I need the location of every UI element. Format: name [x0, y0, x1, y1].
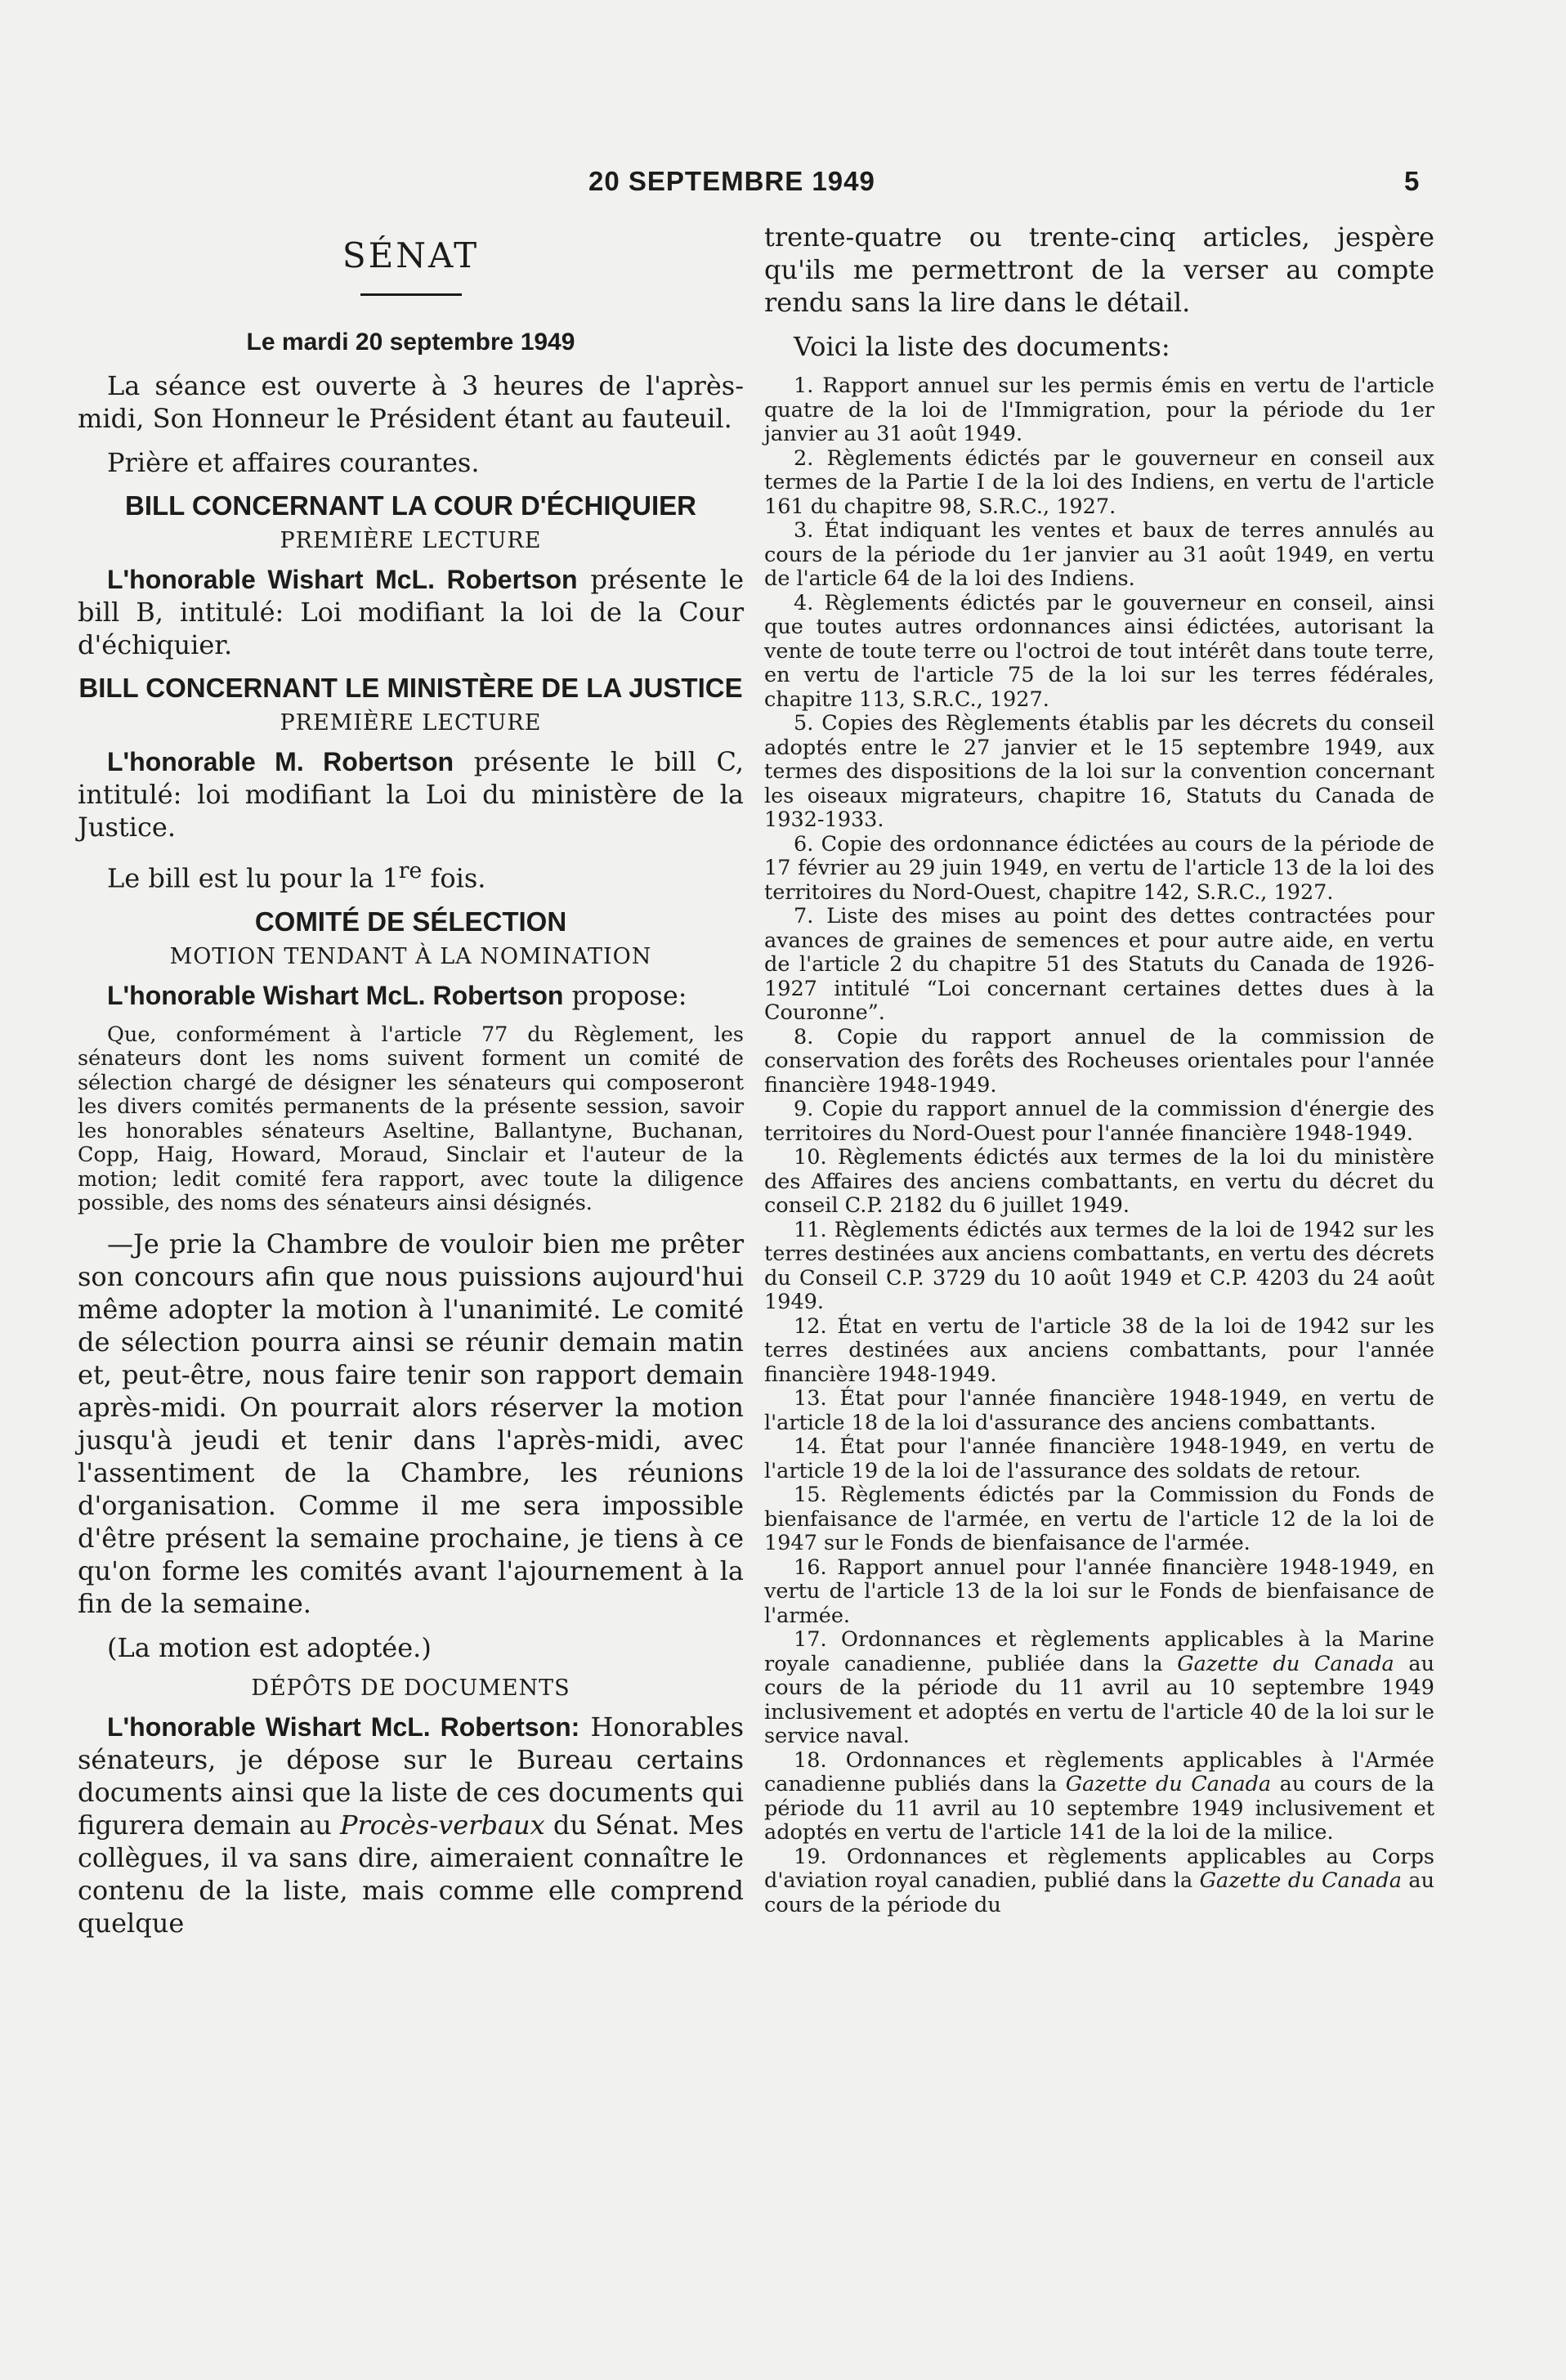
speaker-name: L'honorable M. Robertson	[107, 747, 454, 776]
bill-read-text: Le bill est lu pour la 1	[107, 862, 399, 894]
document-item: 3. État indiquant les ventes et baux de terres annulés au cours de la période du 1er janvier au 31 août 1949, en vertu de l'article 64 de la loi des Indiens.	[764, 518, 1434, 591]
deposits-subheading: DÉPÔTS DE DOCUMENTS	[251, 1675, 570, 1701]
page-number: 5	[1404, 166, 1420, 196]
deposits-paragraph	[78, 1711, 744, 1939]
document-item	[764, 1749, 1434, 1845]
committee-speech: —Je prie la Chambre de vouloir bien me prêter son concours afin que nous puissions aujourd'hui même adopter la motion à l'unanimité. Le comité de sélection pourra ainsi se réunir demain matin et, peut-être, nous faire tenir son rapport demain après-midi. On pourrait alors réserver la motion jusqu'à jeudi et tenir dans l'après-midi, avec l'assentiment de la Chambre, les réunions d'organisation. Comme il me sera impossible d'être présent la semaine prochaine, je tiens à ce qu'on forme les comités avant l'ajournement à la fin de la semaine.	[78, 1228, 744, 1619]
item-text: au cours de la période du 11 avril au 10 septembre 1949 inclusivement et adoptés en vertu de l'article 141 de la loi de la milice.	[764, 1772, 1434, 1845]
committee-subheading: MOTION TENDANT À LA NOMINATION	[169, 943, 652, 969]
document-item: 13. État pour l'année financière 1948-1949, en vertu de l'article 18 de la loi d'assurance des anciens combattants.	[764, 1386, 1434, 1435]
bill-read-superscript: re	[398, 858, 423, 884]
session-date: Le mardi 20 septembre 1949	[246, 329, 575, 356]
document-item	[764, 1845, 1434, 1918]
bill-b-subheading: PREMIÈRE LECTURE	[280, 528, 542, 553]
document-item: 4. Règlements édictés par le gouverneur en conseil, ainsi que toutes autres ordonnances ainsi édictées, autorisant la vente de toute terre ou l'octroi de tout intérêt dans toute terre, en vertu de l'article 75 de la loi sur les terres fédérales, chapitre 113, S.R.C., 1927.	[764, 590, 1434, 712]
item-italic: Gazette du Canada	[1065, 1772, 1272, 1796]
bill-b-paragraph	[78, 563, 744, 661]
bill-b-heading: BILL CONCERNANT LA COUR D'ÉCHIQUIER	[124, 490, 696, 521]
documents-list	[764, 374, 1434, 1917]
speaker-name: L'honorable Wishart McL. Robertson:	[107, 1711, 580, 1742]
prayers-paragraph: Prière et affaires courantes.	[107, 447, 480, 478]
item-text: 19. Ordonnances et règlements applicables au Corps d'aviation royal canadien, publié dans la	[764, 1844, 1434, 1893]
motion-adopted: (La motion est adoptée.)	[107, 1631, 432, 1663]
title-rule	[360, 293, 462, 296]
document-item: 9. Copie du rapport annuel de la commission d'énergie des territoires du Nord-Ouest pour l'année financière 1948-1949.	[764, 1097, 1434, 1146]
continuation-paragraph: trente-quatre ou trente-cinq articles, jespère qu'ils me permettront de la verser au compte rendu sans la lire dans le détail.	[764, 221, 1434, 318]
bill-c-subheading: PREMIÈRE LECTURE	[280, 710, 542, 736]
document-item: 2. Règlements édictés par le gouverneur en conseil aux termes de la Partie I de la loi des Indiens, en vertu de l'article 161 du chapitre 98, S.R.C., 1927.	[764, 445, 1434, 519]
committee-intro	[78, 979, 744, 1012]
page-date: 20 SEPTEMBRE 1949	[588, 166, 875, 196]
bill-c-paragraph	[78, 745, 744, 843]
document-item: 12. État en vertu de l'article 38 de la loi de 1942 sur les terres destinées aux anciens combattants, pour l'année financière 1948-1949.	[764, 1313, 1434, 1387]
document-item: 1. Rapport annuel sur les permis émis en vertu de l'article quatre de la loi de l'Immigration, pour la période du 1er janvier au 31 août 1949.	[764, 374, 1434, 446]
item-text: au cours de la période du 11 avril au 10 septembre 1949 inclusivement et adoptés en vertu de l'article 40 de la loi sur le service naval.	[764, 1651, 1434, 1748]
committee-heading: COMITÉ DE SÉLECTION	[254, 906, 567, 937]
speaker-name: L'honorable Wishart McL. Robertson	[107, 565, 578, 594]
deposits-text-a: Honorables sénateurs, je dépose sur le Bureau certains documents ainsi que la liste de ces documents qui figurera demain au	[78, 1711, 745, 1841]
document-item: 10. Règlements édictés aux termes de la loi du ministère des Affaires des anciens combattants, en vertu du décret du conseil C.P. 2182 du 6 juillet 1949.	[764, 1145, 1434, 1218]
document-item: 16. Rapport annuel pour l'année financière 1948-1949, en vertu de l'article 13 de la loi sur le Fonds de bienfaisance de l'armée.	[764, 1555, 1434, 1628]
page-header	[0, 166, 1566, 207]
bill-b-text: présente le bill B, intitulé: Loi modifiant la loi de la Cour d'échiquier.	[78, 564, 745, 660]
item-text: 17. Ordonnances et règlements applicables à la Marine royale canadienne, publiée dans la	[764, 1627, 1434, 1676]
document-item: 8. Copie du rapport annuel de la commission de conservation des forêts des Rocheuses orientales pour l'année financière 1948-1949.	[764, 1024, 1434, 1098]
item-italic: Gazette du Canada	[1177, 1651, 1394, 1676]
document-item: 11. Règlements édictés aux termes de la loi de 1942 sur les terres destinées aux anciens combattants, en vertu des décrets du Conseil C.P. 3729 du 10 août 1949 et C.P. 4203 du 24 août 1949.	[764, 1217, 1434, 1314]
item-text: 18. Ordonnances et règlements applicables à l'Armée canadienne publiés dans la	[764, 1747, 1434, 1796]
left-column	[78, 221, 744, 1951]
document-item: 5. Copies des Règlements établis par les décrets du conseil adoptés entre le 27 janvier et le 15 septembre 1949, aux termes des dispositions de la loi sur la convention concernant les oiseaux migrateurs, chapitre 16, Statuts du Canada de 1932-1933.	[764, 711, 1434, 832]
bill-c-heading: BILL CONCERNANT LE MINISTÈRE DE LA JUSTICE	[78, 673, 743, 703]
opening-paragraph: La séance est ouverte à 3 heures de l'après-midi, Son Honneur le Président étant au fauteuil.	[78, 370, 744, 434]
document-item	[764, 1628, 1434, 1749]
bill-c-text: présente le bill C, intitulé: loi modifiant la Loi du ministère de la Justice.	[78, 746, 745, 843]
motion-text: Que, conformément à l'article 77 du Règlement, les sénateurs dont les noms suivent forment un comité de sélection chargé de désigner les sénateurs qui composeront les divers comités permanents de la présente session, savoir les honorables sénateurs Aseltine, Ballantyne, Buchanan, Copp, Haig, Howard, Moraud, Sinclair et l'auteur de la motion; ledit comité fera rapport, avec toute la diligence possible, des noms des sénateurs ainsi désignés.	[78, 1022, 744, 1216]
deposits-text-b: du Sénat. Mes collègues, il va sans dire, aimeraient connaître le contenu de la liste, mais comme elle comprend quelque	[78, 1809, 745, 1939]
document-item: 7. Liste des mises au point des dettes contractées pour avances de graines de semences et pour autre aide, en vertu de l'article 2 du chapitre 51 des Statuts du Canada de 1926-1927 intitulé “Loi concernant certaines dettes dues à la Couronne”.	[764, 904, 1434, 1025]
document-item: 15. Règlements édictés par la Commission du Fonds de bienfaisance de l'armée, en vertu de l'article 12 de la loi de 1947 sur le Fonds de bienfaisance de l'armée.	[764, 1483, 1434, 1555]
document-item: 14. État pour l'année financière 1948-1949, en vertu de l'article 19 de la loi de l'assurance des soldats de retour.	[764, 1434, 1434, 1483]
item-italic: Gazette du Canada	[1199, 1868, 1402, 1893]
list-intro: Voici la liste des documents:	[794, 331, 1170, 362]
bill-read-end: fois.	[422, 862, 486, 894]
right-column	[764, 221, 1434, 1917]
speaker-name: L'honorable Wishart McL. Robertson	[107, 980, 564, 1010]
bill-read-paragraph	[78, 855, 744, 895]
item-text: au cours de la période du	[764, 1868, 1434, 1917]
deposits-text-italic: Procès-verbaux	[339, 1809, 545, 1841]
document-item: 6. Copie des ordonnance édictées au cours de la période de 17 février au 29 juin 1949, en vertu de l'article 13 de la loi des territoires du Nord-Ouest, chapitre 142, S.R.C., 1927.	[764, 831, 1434, 905]
committee-intro-text: propose:	[563, 979, 687, 1011]
senate-title: SÉNAT	[342, 235, 480, 275]
